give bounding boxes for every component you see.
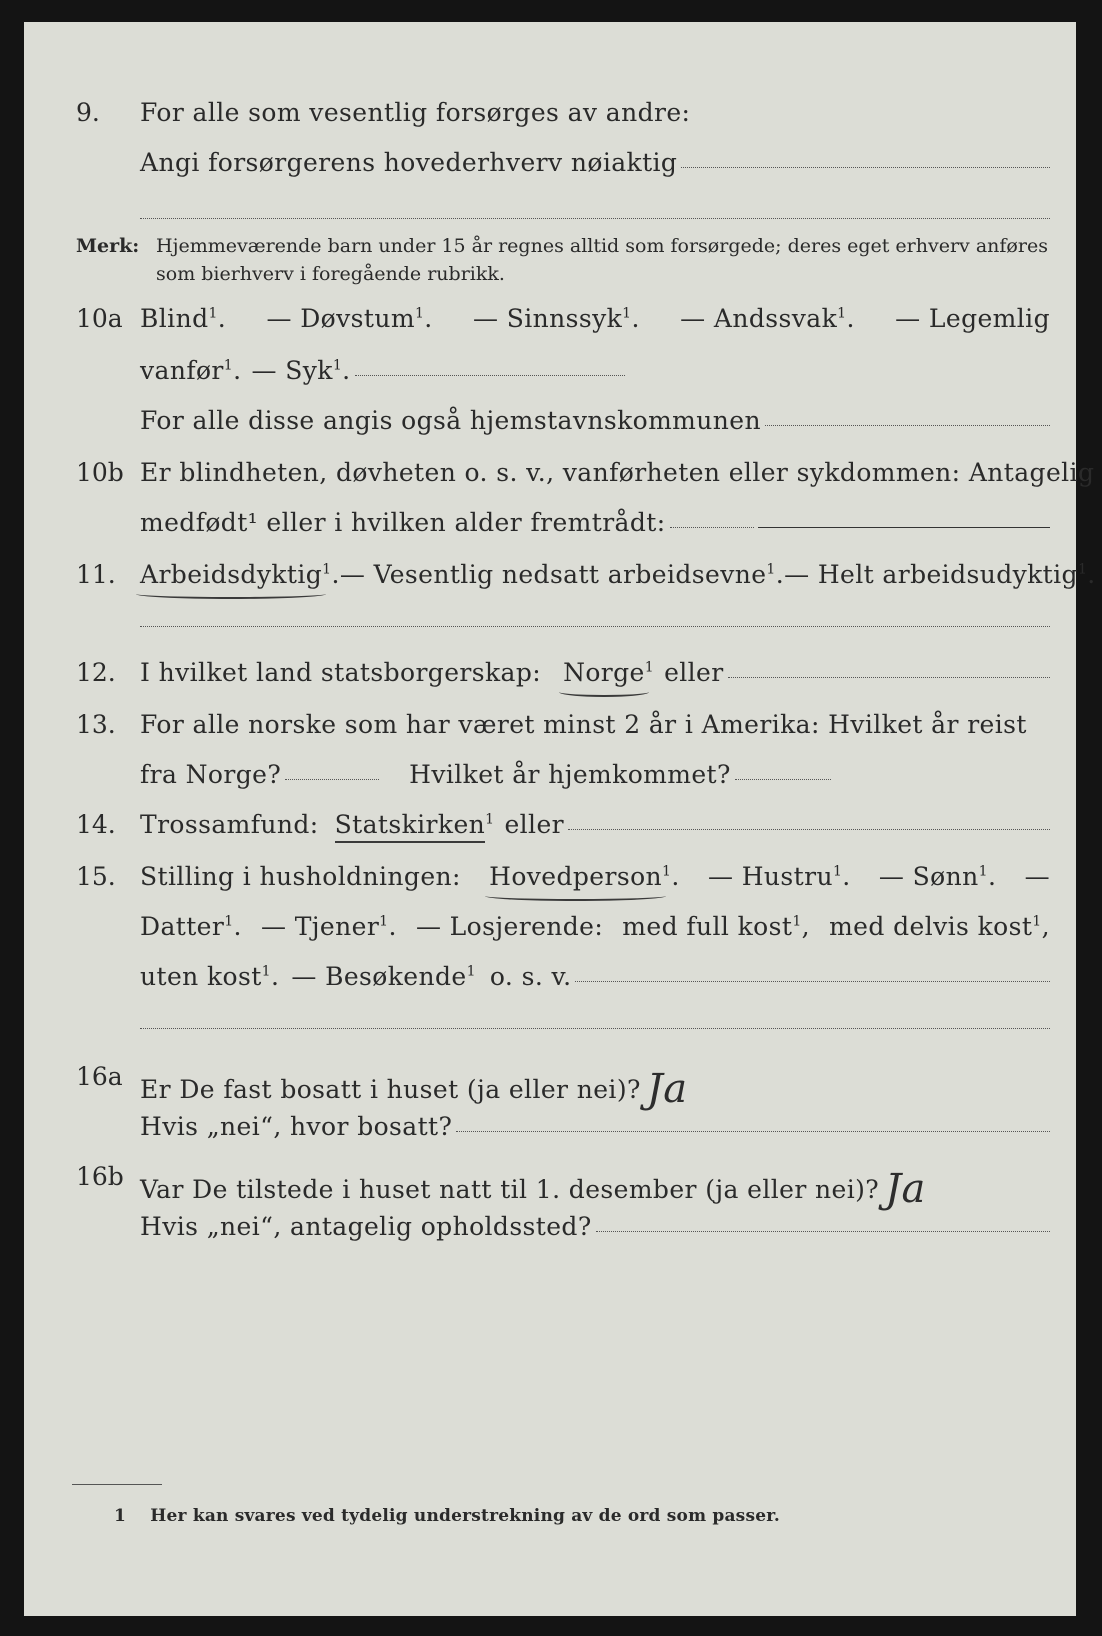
q10a-line2 — [140, 356, 1050, 385]
q10b-text: Er blindheten, døvheten o. s. v., vanførheten eller sykdommen: Antagelig — [140, 458, 1095, 487]
q10a-opt-syk[interactable]: — Syk$^1$. — [251, 356, 351, 385]
q12-number: 12. — [76, 658, 116, 687]
q16a-line2 — [140, 1112, 1050, 1141]
q15-osv: o. s. v. — [489, 962, 572, 991]
q14-line1 — [140, 810, 1050, 839]
q10b-onset-field[interactable] — [670, 527, 754, 528]
census-form-page — [24, 22, 1096, 1616]
q10a-opt-sinnssyk[interactable]: — Sinnssyk$^1$. — [472, 304, 640, 333]
q10b-line1 — [140, 458, 1095, 487]
q10a-line1 — [140, 304, 1050, 333]
q16a-number: 16a — [76, 1062, 123, 1091]
q13-number: 13. — [76, 710, 116, 739]
q13-return-field[interactable] — [735, 779, 831, 780]
q9-line1 — [140, 98, 1050, 127]
q16a-text: Er De fast bosatt i huset (ja eller nei)? — [140, 1075, 641, 1104]
q16b-number: 16b — [76, 1162, 124, 1191]
q15-opt-sonn[interactable]: — Sønn$^1$. — [878, 862, 997, 891]
q14-or: eller — [504, 810, 564, 839]
q9-number: 9. — [76, 98, 100, 127]
q14-answer[interactable]: Statskirken$^1$ — [335, 810, 495, 839]
q13-return-label: Hvilket år hjemkommet? — [409, 760, 731, 789]
q10a-line3 — [140, 406, 1050, 435]
q12-text: I hvilket land statsborgerskap: — [140, 658, 542, 687]
q13-departure-label: fra Norge? — [140, 760, 282, 789]
q10a-opt-dovstum[interactable]: — Døvstum$^1$. — [266, 304, 433, 333]
footnote-mark: 1 — [114, 1506, 127, 1526]
q15-opt-uten-kost[interactable]: uten kost$^1$. — [140, 962, 280, 991]
q16b-where-label: Hvis „nei“, antagelig opholdssted? — [140, 1212, 592, 1241]
q10b-line2 — [140, 508, 1050, 537]
footnote-text: Her kan svares ved tydelig understrekning av de ord som passer. — [150, 1506, 780, 1526]
q14-number: 14. — [76, 810, 116, 839]
q12-or: eller — [664, 658, 724, 687]
q15-opt-besokende[interactable]: — Besøkende$^1$ — [291, 962, 476, 991]
q12-line1 — [140, 658, 1050, 687]
q10a-number: 10a — [76, 304, 123, 333]
q11-opt-nedsatt[interactable]: — Vesentlig nedsatt arbeidsevne$^1$. — [339, 560, 785, 589]
q9-provider-field[interactable] — [681, 167, 1050, 168]
q11-extra-field[interactable] — [140, 626, 1050, 627]
q14-text: Trossamfund: — [140, 810, 319, 839]
q15-opt-full-kost[interactable]: med full kost$^1$, — [622, 912, 810, 941]
q10a-opt-legemlig[interactable]: — Legemlig — [895, 304, 1050, 333]
merk-label: Merk: — [76, 235, 140, 257]
q16b-handwritten-answer[interactable]: Ja — [885, 1166, 926, 1212]
q16b-line1 — [140, 1162, 1050, 1212]
q10a-home-label: For alle disse angis også hjemstavnskommunen — [140, 406, 761, 435]
q15-line3 — [140, 962, 1050, 991]
q15-opt-datter[interactable]: Datter$^1$. — [140, 912, 242, 941]
q10b-number: 10b — [76, 458, 124, 487]
q15-other-field[interactable] — [575, 981, 1050, 982]
q15-extra-field[interactable] — [140, 1028, 1050, 1029]
footnote-rule — [72, 1484, 162, 1485]
q15-number: 15. — [76, 862, 116, 891]
q9-line2 — [140, 148, 1050, 177]
q10b-onset-label: medfødt¹ eller i hvilken alder fremtrådt: — [140, 508, 666, 537]
q9-extra-field[interactable] — [140, 218, 1050, 219]
q16b-where-field[interactable] — [596, 1231, 1050, 1232]
q16b-line2 — [140, 1212, 1050, 1241]
footnote — [114, 1506, 1050, 1526]
q16a-where-field[interactable] — [456, 1131, 1050, 1132]
q15-opt-delvis-kost[interactable]: med delvis kost$^1$, — [829, 912, 1050, 941]
q13-line1 — [140, 710, 1050, 739]
q15-line1 — [140, 862, 1050, 891]
q13-line2 — [140, 760, 1050, 789]
q16a-where-label: Hvis „nei“, hvor bosatt? — [140, 1112, 453, 1141]
q16a-line1 — [140, 1062, 1050, 1112]
q11-opt-udyktig[interactable]: — Helt arbeidsudyktig$^1$. — [784, 560, 1096, 589]
q10a-syk-field[interactable] — [355, 375, 625, 376]
q10a-opt-blind[interactable]: Blind$^1$. — [140, 304, 227, 333]
q12-other-field[interactable] — [728, 677, 1050, 678]
q11-number: 11. — [76, 560, 116, 589]
q10a-opt-vanfor[interactable]: vanfør$^1$. — [140, 356, 242, 385]
q13-departure-field[interactable] — [285, 779, 379, 780]
q10b-onset-field-line[interactable] — [758, 527, 1050, 528]
q10a-opt-andssvak[interactable]: — Andssvak$^1$. — [680, 304, 855, 333]
q15-text: Stilling i husholdningen: — [140, 862, 461, 891]
q15-losjerende-label: — Losjerende: — [415, 912, 604, 941]
q9-provider-label: Angi forsørgerens hovederhverv nøiaktig — [140, 148, 678, 177]
q9-text: For alle som vesentlig forsørges av andre: — [140, 98, 691, 127]
q15-opt-tjener[interactable]: — Tjener$^1$. — [260, 912, 397, 941]
q15-line2 — [140, 912, 1050, 941]
q12-answer[interactable]: Norge$^1$ — [563, 658, 655, 687]
q15-dash: — — [1024, 862, 1050, 891]
q16b-text: Var De tilstede i huset natt til 1. desember (ja eller nei)? — [140, 1175, 880, 1204]
q11-opt-arbeidsdyktig[interactable]: Arbeidsdyktig$^1$. — [140, 560, 340, 589]
merk-text: Hjemmeværende barn under 15 år regnes alltid som forsørgede; deres eget erhverv anføres som bierhverv i foregående rubrikk. — [156, 235, 1048, 285]
q14-other-field[interactable] — [568, 829, 1050, 830]
q16a-handwritten-answer[interactable]: Ja — [646, 1066, 688, 1112]
q15-opt-hovedperson[interactable]: Hovedperson$^1$. — [489, 862, 680, 891]
q15-opt-hustru[interactable]: — Hustru$^1$. — [707, 862, 851, 891]
q11-line1 — [140, 560, 1096, 589]
q13-text: For alle norske som har været minst 2 år i Amerika: Hvilket år reist — [140, 710, 1027, 739]
q10a-home-field[interactable] — [765, 425, 1050, 426]
